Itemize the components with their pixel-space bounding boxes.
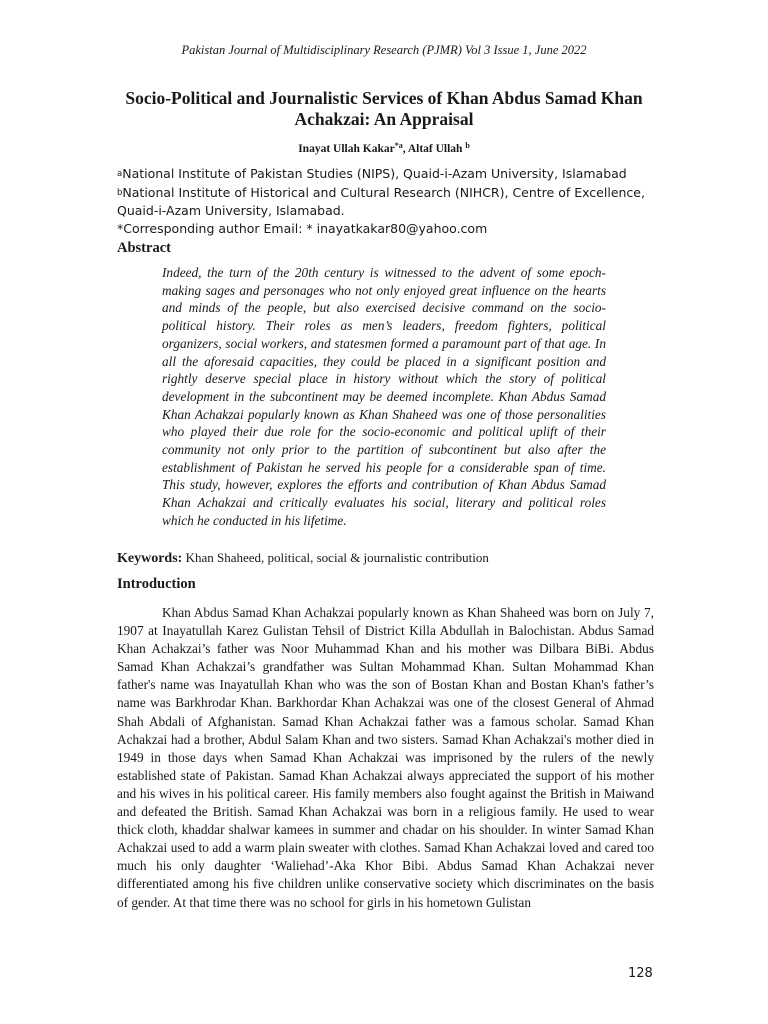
affiliation-text: National Institute of Pakistan Studies (NIPS), Quaid-i-Azam University, Islamabad: [122, 166, 627, 181]
affiliation-mark: b: [117, 187, 123, 198]
keywords-text: Khan Shaheed, political, social & journalistic contribution: [185, 550, 489, 565]
author-affiliation-mark: b: [465, 141, 470, 150]
corresponding-author-email: *Corresponding author Email: * inayatkakar80@yahoo.com: [117, 220, 488, 236]
paper-title: Socio-Political and Journalistic Services of Khan Abdus Samad Khan Achakzai: An Appraisal: [125, 88, 643, 129]
author-line: [0, 141, 768, 155]
author-affiliation-mark: *a: [394, 141, 403, 150]
keywords-label: Keywords:: [117, 551, 183, 566]
affiliation-item: [117, 184, 657, 220]
author-name: Altaf Ullah: [407, 143, 463, 155]
abstract-text: Indeed, the turn of the 20th century is witnessed to the advent of some epoch-making sages and personages who not only enjoyed great influence on the hearts and minds of the people, but also exercised decisive command on the socio-political history. Their roles as men’s leaders, freedom fighters, political organizers, social workers, and statesmen formed a paramount part of that age. In all the aforesaid capacities, they could be placed in a significant position and rightly deserve special place in history without which the story of political development in the subcontinent may be deemed incomplete. Khan Abdus Samad Khan Achakzai popularly known as Khan Shaheed was one of those personalities who played their due role for the socio-economic and political uplift of their community not only prior to the partition of subcontinent but also after the establishment of Pakistan he served his people for a considerable span of time. This study, however, explores the efforts and contribution of Khan Abdus Samad Khan Achakzai and critically evaluates his social, literary and political roles which he conducted in his lifetime.: [162, 265, 606, 528]
abstract-heading: Abstract: [117, 240, 171, 256]
affiliation-mark: a: [117, 169, 123, 179]
page-number: 128: [628, 966, 653, 981]
affiliation-text: National Institute of Historical and Cultural Research (NIHCR), Centre of Excellence, Quaid-i-Azam University, Islamabad.: [117, 184, 645, 218]
introduction-paragraph: Khan Abdus Samad Khan Achakzai popularly known as Khan Shaheed was born on July 7, 1907 at Inayatullah Karez Gulistan Tehsil of District Killa Abdullah in Balochistan. Abdus Samad Khan Achakzai’s father was Noor Muhammad Khan and his mother was Dilbara BiBi. Abdus Samad Khan Achakzai’s grandfather was Sultan Mohammad Khan. Sultan Mohammad Khan father's name was Inayatullah Khan who was the son of Bostan Khan and Bostan Khan's father’s name was Barkhrodar Khan. Barkhordar Khan Achakzai was one of the closest General of Ahmad Shah Abdali of Afghanistan. Samad Khan Achakzai father was a famous scholar. Samad Khan Achakzai had a brother, Abdul Salam Khan and two sisters. Samad Khan Achakzai's mother died in 1949 in those days when Samad Khan Achakzai was imprisoned by the rulers of the newly established state of Pakistan. Samad Khan Achakzai always appreciated the support of his mother and his wives in his political career. His family members also fought against the British in Maiwand and defeated the British. Samad Khan Achakzai was born in a religious family. He used to wear thick cloth, khaddar shalwar kamees in summer and chadar on his shoulder. In winter Samad Khan Achakzai used to add a warm plain sweater with clothes. Samad Khan Achakzai loved and cared too much his only daughter ‘Waliehad’-Aka Khor Bibi. Abdus Samad Khan Achakzai never differentiated among his five children unlike conservative society which discriminates on the basis of gender. At that time there was no school for girls in his hometown Gulistan: [117, 605, 654, 910]
introduction-body: [117, 604, 654, 912]
journal-header: Pakistan Journal of Multidisciplinary Research (PJMR) Vol 3 Issue 1, June 2022: [181, 43, 587, 57]
author-name: Inayat Ullah Kakar: [298, 143, 395, 155]
keywords-line: [117, 550, 489, 567]
introduction-heading: Introduction: [117, 576, 196, 592]
affiliation-item: [117, 165, 657, 184]
affiliations-block: [117, 165, 657, 237]
author-separator: ,: [402, 143, 408, 155]
